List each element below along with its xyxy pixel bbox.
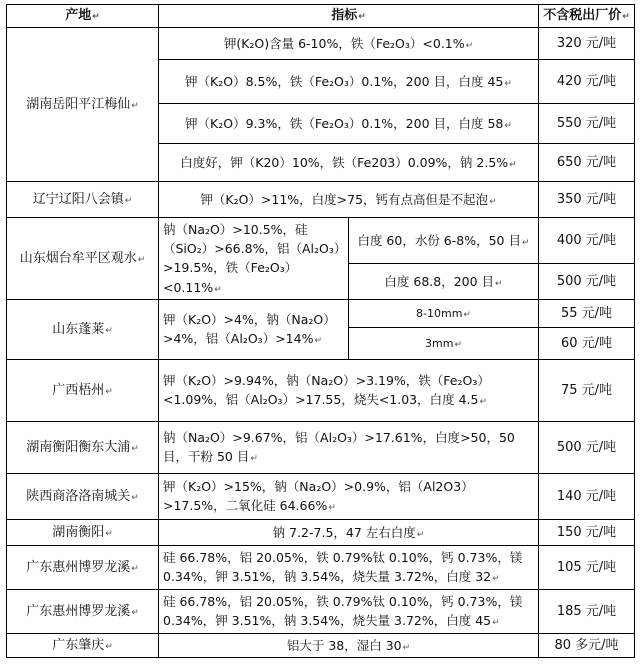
origin-cell: 山东蓬莱↵ — [7, 300, 159, 360]
origin-cell: 广东肇庆↵ — [7, 634, 159, 658]
price-cell: 350 元/吨 — [539, 182, 635, 218]
price-table — [6, 4, 635, 658]
header-row — [7, 5, 635, 28]
spec-cell: 白度好，钾（K20）10%，铁（Fe203）0.09%，钠 2.5%↵ — [159, 144, 539, 182]
sub-spec-cell: 3mm↵ — [349, 328, 539, 360]
spec-cell: 钾（K₂O）9.3%，铁（Fe₂O₃）0.1%，200 目，白度 58↵ — [159, 104, 539, 144]
price-cell: 320 元/吨 — [539, 28, 635, 60]
price-cell: 185 元/吨 — [539, 590, 635, 634]
origin-cell: 辽宁辽阳八会镇↵ — [7, 182, 159, 218]
table-row — [7, 546, 635, 590]
origin-cell: 山东烟台牟平区观水↵ — [7, 218, 159, 300]
origin-cell: 广东惠州博罗龙溪↵ — [7, 590, 159, 634]
table-row — [7, 520, 635, 546]
price-cell: 400 元/吨 — [539, 218, 635, 264]
price-cell: 80 多元/吨 — [539, 634, 635, 658]
price-cell: 500 元/吨 — [539, 422, 635, 474]
origin-cell: 广西梧州↵ — [7, 360, 159, 422]
origin-cell: 湖南衡阳↵ — [7, 520, 159, 546]
origin-cell: 陕西商洛洛南城关↵ — [7, 474, 159, 520]
price-cell: 55 元/吨 — [539, 300, 635, 328]
spec-cell: 钾(K₂O)含量 6-10%，铁（Fe₂O₃）<0.1%↵ — [159, 28, 539, 60]
spec-cell: 钾（K₂O）>11%，白度>75，钙有点高但是不起泡↵ — [159, 182, 539, 218]
table-row — [7, 300, 635, 328]
price-cell: 150 元/吨 — [539, 520, 635, 546]
table-row — [7, 182, 635, 218]
price-cell: 75 元/吨 — [539, 360, 635, 422]
origin-cell: 广东惠州博罗龙溪↵ — [7, 546, 159, 590]
table-row — [7, 218, 635, 264]
price-cell: 60 元/吨 — [539, 328, 635, 360]
origin-cell: 湖南衡阳衡东大浦↵ — [7, 422, 159, 474]
price-cell: 550 元/吨 — [539, 104, 635, 144]
table-row — [7, 634, 635, 658]
sub-spec-cell: 白度 68.8，200 目↵ — [349, 264, 539, 300]
header-origin: 产地↵ — [7, 5, 159, 28]
price-cell: 500 元/吨 — [539, 264, 635, 300]
table-row — [7, 360, 635, 422]
table-row — [7, 28, 635, 60]
spec-cell: 钠 7.2-7.5，47 左右白度↵ — [159, 520, 539, 546]
table-row — [7, 422, 635, 474]
spec-cell: 钾（K₂O）8.5%，铁（Fe₂O₃）0.1%，200 目，白度 45↵ — [159, 60, 539, 104]
price-cell: 105 元/吨 — [539, 546, 635, 590]
spec-cell: 钾（K₂O）>4%，钠（Na₂O）>4%，铝（Al₂O₃）>14%↵ — [159, 300, 349, 360]
spec-cell: 钠（Na₂O）>9.67%，铝（Al₂O₃）>17.61%，白度>50，50 目，干粉 50 目↵ — [159, 422, 539, 474]
price-cell: 420 元/吨 — [539, 60, 635, 104]
spec-cell: 钾（K₂O）>15%，钠（Na₂O）>0.9%，铝（Al2O3）>17.5%，二氧化硅 64.66%↵ — [159, 474, 539, 520]
header-price: 不含税出厂价↵ — [539, 5, 635, 28]
sub-spec-cell: 8-10mm↵ — [349, 300, 539, 328]
table-row — [7, 590, 635, 634]
sub-spec-cell: 白度 60，水份 6-8%，50 目↵ — [349, 218, 539, 264]
price-cell: 140 元/吨 — [539, 474, 635, 520]
spec-cell: 硅 66.78%，铝 20.05%，铁 0.79%钛 0.10%，钙 0.73%，镁 0.34%，钾 3.51%，钠 3.54%，烧失量 3.72%，白度 32↵ — [159, 546, 539, 590]
spec-cell: 钾（K₂O）>9.94%，钠（Na₂O）>3.19%，铁（Fe₂O₃）<1.09%，铝（Al₂O₃）>17.55，烧失<1.03，白度 4.5↵ — [159, 360, 539, 422]
spec-cell: 铝大于 38，湿白 30↵ — [159, 634, 539, 658]
spec-cell: 钠（Na₂O）>10.5%，硅（SiO₂）>66.8%，铝（Al₂O₃）>19.5%，铁（Fe₂O₃）<0.11%↵ — [159, 218, 349, 300]
table-row — [7, 474, 635, 520]
header-spec: 指标↵ — [159, 5, 539, 28]
price-cell: 650 元/吨 — [539, 144, 635, 182]
spec-cell: 硅 66.78%，铝 20.05%，铁 0.79%钛 0.10%，钙 0.73%，镁 0.34%，钾 3.51%，钠 3.54%，烧失量 3.72%，白度 45↵ — [159, 590, 539, 634]
origin-cell: 湖南岳阳平江梅仙↵ — [7, 28, 159, 182]
